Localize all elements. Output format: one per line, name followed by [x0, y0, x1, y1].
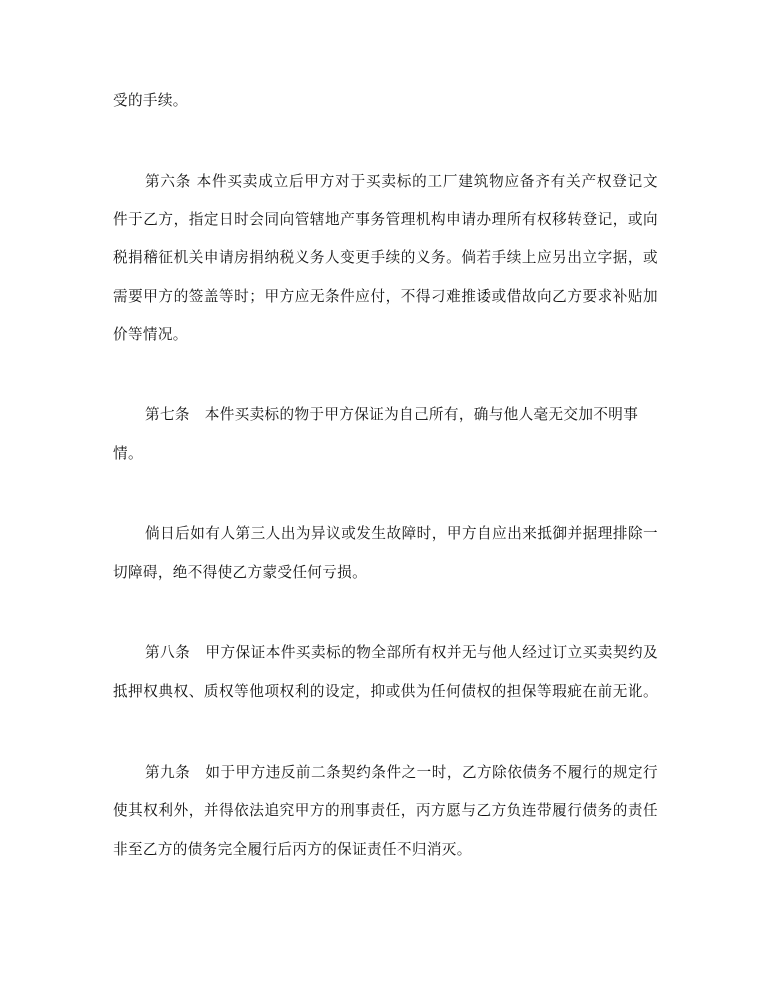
article-6-line: 需要甲方的签盖等时；甲方应无条件应付，不得刁难推诿或借故向乙方要求补贴加 — [113, 288, 658, 305]
article-9-line: 第九条 如于甲方违反前二条契约条件之一时，乙方除依债务不履行的规定行 — [145, 764, 658, 781]
article-8-line: 第八条 甲方保证本件买卖标的物全部所有权并无与他人经过订立买卖契约及 — [145, 644, 658, 661]
article-7-line: 第七条 本件买卖标的物于甲方保证为自己所有，确与他人毫无交加不明事 — [145, 406, 639, 423]
article-8-line: 抵押权典权、质权等他项权利的设定，抑或供为任何债权的担保等瑕疵在前无讹。 — [113, 683, 658, 700]
article-6-line: 第六条 本件买卖成立后甲方对于买卖标的工厂建筑物应备齐有关产权登记文 — [145, 173, 658, 190]
article-6-line: 价等情况。 — [113, 326, 188, 343]
paragraph-line: 受的手续。 — [113, 92, 188, 109]
article-7-line: 情。 — [113, 445, 143, 462]
article-9-line: 使其权利外，并得依法追究甲方的刑事责任，丙方愿与乙方负连带履行债务的责任 — [113, 802, 658, 819]
article-6-line: 件于乙方，指定日时会同向管辖地产事务管理机构申请办理所有权移转登记，或向 — [113, 211, 658, 228]
article-9-line: 非至乙方的债务完全履行后丙方的保证责任不归消灭。 — [113, 841, 472, 858]
article-7-cont-line: 倘日后如有人第三人出为异议或发生故障时，甲方自应出来抵御并据理排除一 — [145, 525, 658, 542]
article-6-line: 税捐稽征机关申请房捐纳税义务人变更手续的义务。倘若手续上应另出立字据，或 — [113, 249, 658, 266]
article-7-cont-line: 切障碍，绝不得使乙方蒙受任何亏损。 — [113, 564, 368, 581]
